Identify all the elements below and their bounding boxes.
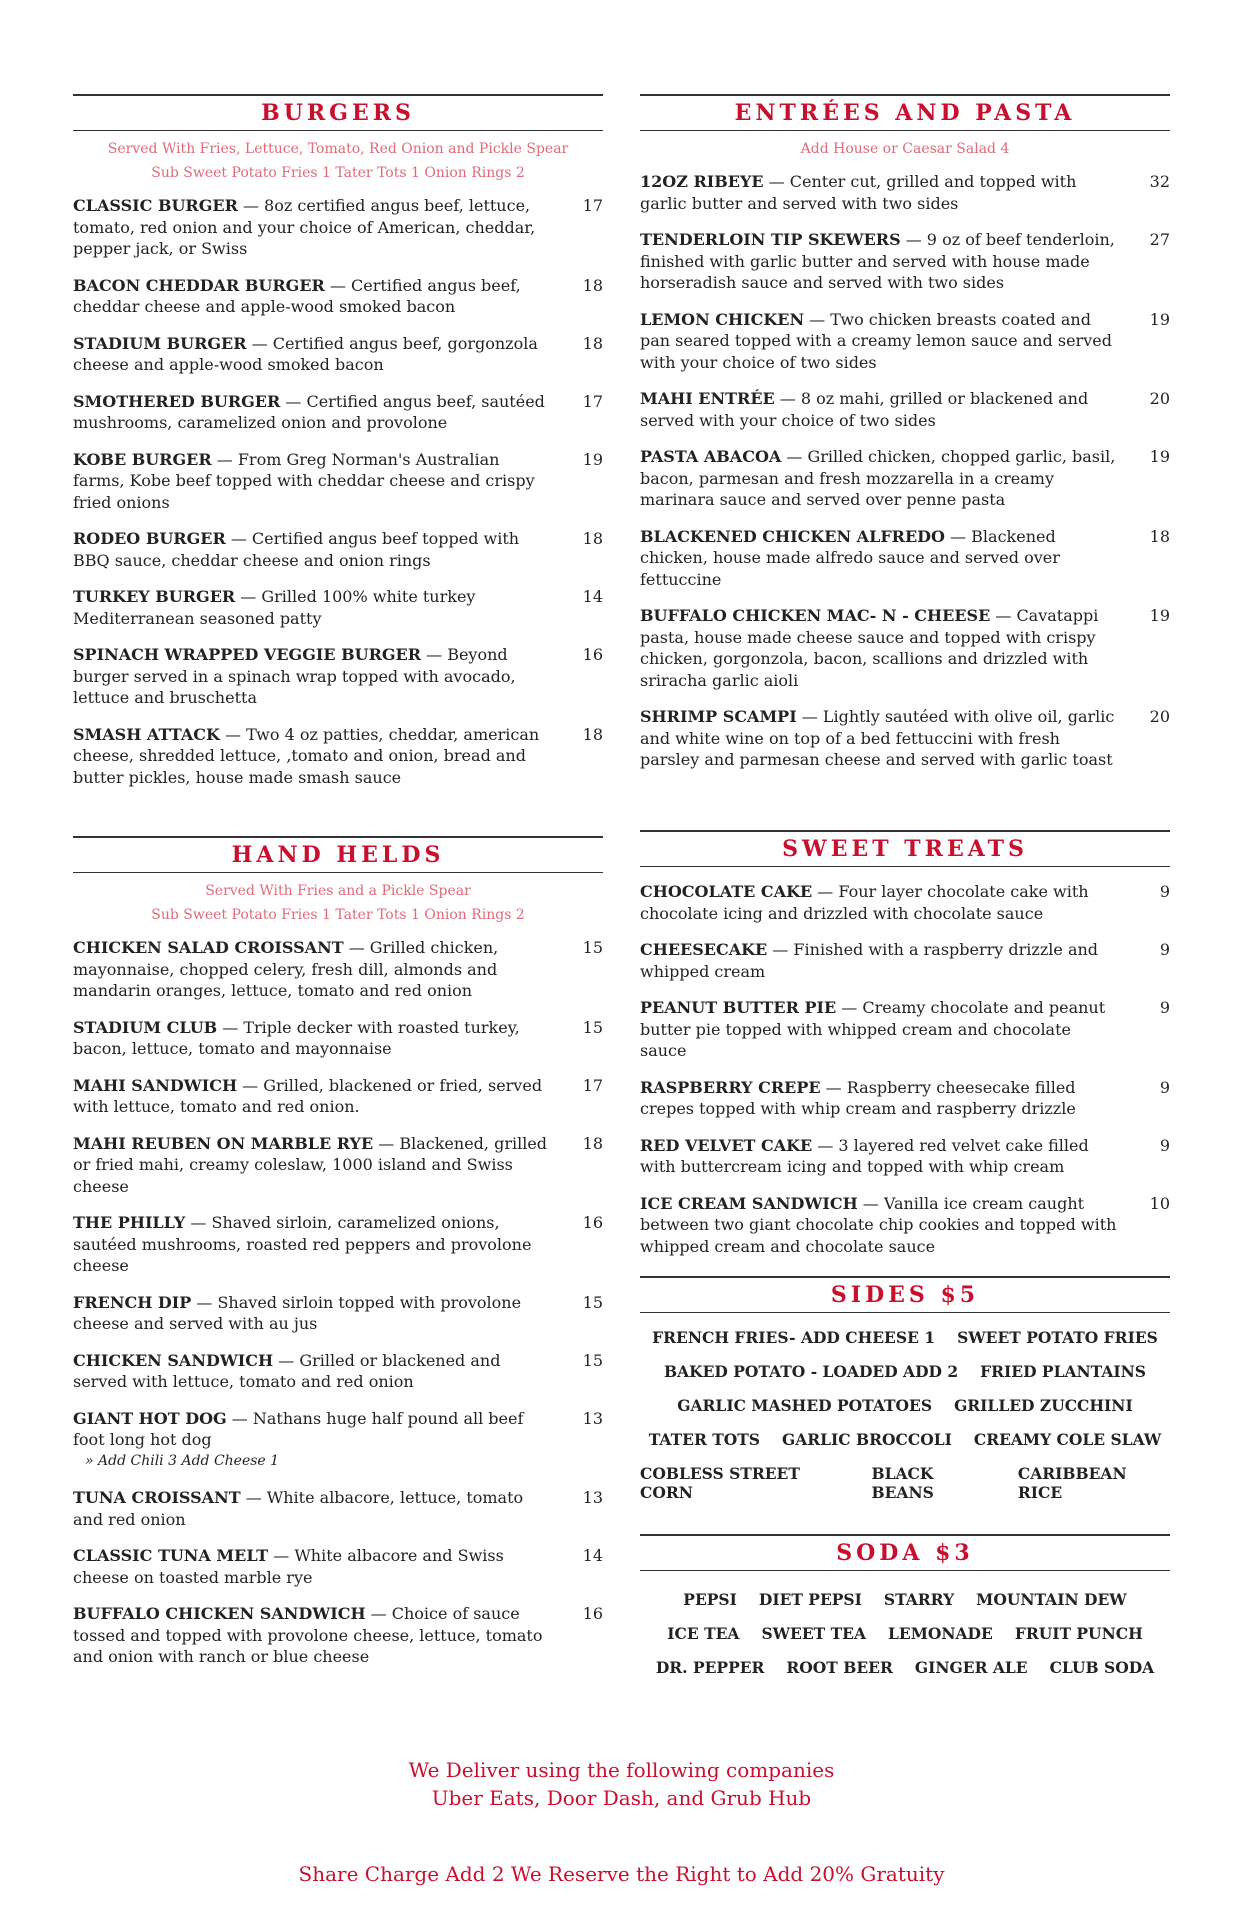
menu-item-price: 13	[582, 1488, 603, 1507]
menu-item-name: STADIUM CLUB	[73, 1017, 218, 1037]
grid-item: GARLIC MASHED POTATOES	[677, 1396, 933, 1415]
menu-item	[73, 275, 603, 318]
menu-item-price: 9	[1159, 1077, 1170, 1097]
menu-item-text	[73, 528, 553, 571]
grid-item: PEPSI	[683, 1590, 737, 1609]
grid-item: CREAMY COLE SLAW	[973, 1430, 1162, 1449]
menu-item-price: 9	[1159, 1135, 1170, 1155]
menu-item-name: MAHI ENTRÉE	[640, 389, 775, 408]
handhelds-subtitle: Served With Fries and a Pickle Spear	[205, 883, 471, 899]
menu-item-text	[640, 1193, 1120, 1258]
menu-item	[73, 1017, 603, 1060]
menu-item-description: — Two 4 oz patties, cheddar, american cheese, shredded lettuce, ,tomato and onion, bread and butter pickles, house made smash sauce	[73, 724, 540, 787]
menu-item-text	[73, 1017, 553, 1060]
menu-item	[640, 706, 1170, 771]
delivery-line-1: We Deliver using the following companies	[408, 1758, 835, 1782]
menu-item-text	[73, 449, 553, 514]
menu-item-name: TUNA CROISSANT	[73, 1488, 241, 1507]
sides-title: SIDES $5	[640, 1276, 1170, 1313]
menu-item-name: RASPBERRY CREPE	[640, 1077, 821, 1097]
menu-item-text	[73, 333, 553, 376]
grid-item: COBLESS STREET CORN	[640, 1464, 800, 1502]
charges-line: Share Charge Add 2 We Reserve the Right to Add 20% Gratuity	[298, 1862, 945, 1886]
grid-row	[640, 1430, 1170, 1449]
menu-item-name: SMASH ATTACK	[73, 724, 220, 744]
menu-item-description: — Grilled or blackened and served with lettuce, tomato and red onion	[73, 1350, 501, 1391]
grid-row	[640, 1624, 1170, 1643]
menu-item	[640, 388, 1170, 431]
grid-item: SWEET POTATO FRIES	[957, 1328, 1158, 1347]
menu-item-name: TURKEY BURGER	[73, 587, 236, 606]
menu-item	[73, 1408, 603, 1473]
menu-item	[73, 1350, 603, 1393]
menu-item-text	[73, 1212, 553, 1277]
menu-item	[73, 644, 603, 709]
menu-item-price: 18	[582, 1133, 603, 1153]
menu-item-name: MAHI REUBEN ON MARBLE RYE	[73, 1133, 374, 1153]
menu-item	[640, 526, 1170, 591]
menu-item-name: BUFFALO CHICKEN MAC- N - CHEESE	[640, 606, 991, 625]
sweets-list	[640, 881, 1170, 1257]
grid-row	[640, 1396, 1170, 1415]
burgers-title: BURGERS	[73, 94, 603, 131]
burgers-list	[73, 195, 603, 788]
handhelds-list	[73, 937, 603, 1668]
menu-item-text	[73, 1133, 553, 1198]
grid-item: GINGER ALE	[914, 1658, 1028, 1677]
menu-item-price: 18	[582, 333, 603, 353]
menu-item-description: — Four layer chocolate cake with chocolate icing and drizzled with chocolate sauce	[640, 882, 1089, 923]
menu-item-name: PEANUT BUTTER PIE	[640, 998, 837, 1017]
menu-item-price: 18	[582, 275, 603, 295]
menu-item-name: BUFFALO CHICKEN SANDWICH	[73, 1604, 366, 1623]
grid-item: ROOT BEER	[786, 1658, 893, 1677]
menu-item-description: — 8oz certified angus beef, lettuce, tomato, red onion and your choice of American, cheddar, pepper jack, or Swiss	[73, 196, 536, 258]
menu-item-description: — Grilled, blackened or fried, served with lettuce, tomato and red onion.	[73, 1075, 543, 1116]
sides-section	[640, 1276, 1170, 1502]
handhelds-title: HAND HELDS	[73, 836, 603, 873]
menu-item-description: — Blackened chicken, house made alfredo sauce and served over fettuccine	[640, 526, 1060, 589]
menu-item-description: — Vanilla ice cream caught between two giant chocolate chip cookies and topped with whipped cream and chocolate sauce	[640, 1193, 1117, 1256]
menu-item-text	[73, 724, 553, 789]
menu-item-name: BLACKENED CHICKEN ALFREDO	[640, 526, 945, 546]
menu-item-text	[73, 586, 553, 629]
menu-item-description: — Raspberry cheesecake filled crepes topped with whip cream and raspberry drizzle	[640, 1077, 1076, 1118]
burgers-subtitle: Served With Fries, Lettuce, Tomato, Red Onion and Pickle Spear	[107, 141, 569, 157]
menu-item-name: KOBE BURGER	[73, 449, 212, 469]
menu-item-name: CHEESECAKE	[640, 940, 768, 959]
menu-item-price: 27	[1149, 230, 1170, 249]
menu-item-description: — Choice of sauce tossed and topped with provolone cheese, lettuce, tomato and onion with ranch or blue cheese	[73, 1604, 543, 1666]
grid-item: STARRY	[883, 1590, 955, 1609]
menu-item-text	[73, 1487, 553, 1530]
grid-item: GRILLED ZUCCHINI	[954, 1396, 1133, 1415]
handhelds-section	[73, 836, 603, 1683]
menu-item-price: 18	[582, 724, 603, 744]
menu-item-name: RODEO BURGER	[73, 529, 226, 548]
grid-item: MOUNTAIN DEW	[976, 1590, 1127, 1609]
menu-item-description: — Shaved sirloin, caramelized onions, sautéed mushrooms, roasted red peppers and provolone cheese	[73, 1213, 532, 1275]
menu-item-name: LEMON CHICKEN	[640, 309, 805, 329]
grid-item: TATER TOTS	[648, 1430, 761, 1449]
menu-item	[73, 1603, 603, 1668]
menu-item-name: STADIUM BURGER	[73, 333, 247, 353]
menu-item-text	[640, 446, 1120, 511]
menu-item-description: — 8 oz mahi, grilled or blackened and served with your choice of two sides	[640, 389, 1089, 430]
menu-item-description: — Certified angus beef, cheddar cheese and apple-wood smoked bacon	[73, 275, 521, 316]
menu-item	[640, 446, 1170, 511]
delivery-line-2: Uber Eats, Door Dash, and Grub Hub	[431, 1786, 812, 1810]
menu-item-description: — From Greg Norman's Australian farms, Kobe beef topped with cheddar cheese and crispy fried onions	[73, 449, 535, 512]
menu-item-description: — White albacore and Swiss cheese on toasted marble rye	[73, 1546, 504, 1587]
menu-item	[73, 724, 603, 789]
menu-item-price: 15	[582, 1350, 603, 1370]
menu-item-description: — Triple decker with roasted turkey, bacon, lettuce, tomato and mayonnaise	[73, 1017, 520, 1058]
menu-item	[640, 309, 1170, 374]
menu-item-text	[640, 706, 1120, 771]
menu-item-name: CHICKEN SANDWICH	[73, 1350, 274, 1370]
grid-row	[640, 1328, 1170, 1347]
burgers-section	[73, 94, 603, 803]
menu-item-description: — White albacore, lettuce, tomato and red onion	[73, 1488, 524, 1529]
grid-item: FRIED PLANTAINS	[980, 1362, 1147, 1381]
menu-item	[73, 586, 603, 629]
menu-item-description: — 3 layered red velvet cake filled with buttercream icing and topped with whip cream	[640, 1135, 1089, 1176]
entrees-list	[640, 171, 1170, 771]
menu-item-price: 16	[582, 1213, 603, 1232]
menu-item	[640, 997, 1170, 1062]
menu-item-price: 18	[582, 529, 603, 548]
menu-item-name: SPINACH WRAPPED VEGGIE BURGER	[73, 645, 422, 664]
menu-item	[73, 528, 603, 571]
menu-item	[73, 1487, 603, 1530]
menu-item-description: — 9 oz of beef tenderloin, finished with garlic butter and served with house made horseradish sauce and served with two sides	[640, 230, 1115, 292]
menu-item	[640, 229, 1170, 294]
menu-item-name: CLASSIC TUNA MELT	[73, 1546, 269, 1565]
menu-item-name: SHRIMP SCAMPI	[640, 707, 797, 726]
menu-item-price: 19	[1149, 606, 1170, 625]
menu-item	[73, 449, 603, 514]
menu-item-name: TENDERLOIN TIP SKEWERS	[640, 230, 901, 249]
menu-item	[73, 391, 603, 434]
menu-item-description: — Beyond burger served in a spinach wrap topped with avocado, lettuce and bruschetta	[73, 645, 516, 707]
menu-item-text	[640, 881, 1120, 924]
menu-item-text	[73, 1408, 553, 1473]
grid-item: FRENCH FRIES- ADD CHEESE 1	[652, 1328, 936, 1347]
menu-item-price: 16	[582, 645, 603, 664]
grid-item: FRUIT PUNCH	[1014, 1624, 1143, 1643]
grid-item: DIET PEPSI	[758, 1590, 862, 1609]
menu-item-text	[640, 388, 1120, 431]
menu-item-price: 15	[582, 1292, 603, 1312]
menu-item-text	[640, 309, 1120, 374]
menu-item-description: — Grilled 100% white turkey Mediterranean seasoned patty	[73, 587, 476, 628]
menu-item-text	[640, 1077, 1120, 1120]
menu-item	[640, 605, 1170, 691]
menu-item-name: FRENCH DIP	[73, 1292, 192, 1312]
menu-item-text	[73, 1350, 553, 1393]
menu-item-price: 32	[1149, 172, 1170, 191]
menu-item-description: — Lightly sautéed with olive oil, garlic and white wine on top of a bed fettuccini with fresh parsley and parmesan cheese and served with garlic toast	[640, 707, 1115, 769]
menu-item-text	[73, 1292, 553, 1335]
menu-item-description: — Certified angus beef, gorgonzola cheese and apple-wood smoked bacon	[73, 333, 538, 374]
menu-item	[640, 171, 1170, 214]
menu-item	[640, 939, 1170, 982]
menu-item-description: — Creamy chocolate and peanut butter pie topped with whipped cream and chocolate sauce	[640, 998, 1106, 1060]
menu-item-text	[640, 605, 1120, 691]
menu-item-price: 14	[582, 587, 603, 606]
menu-item-price: 13	[582, 1408, 603, 1428]
menu-item-name: CHOCOLATE CAKE	[640, 882, 813, 901]
menu-item-price: 10	[1149, 1193, 1170, 1213]
menu-item-text	[73, 391, 553, 434]
menu-item-text	[73, 275, 553, 318]
menu-item	[73, 1292, 603, 1335]
entrees-subtitle: Add House or Caesar Salad 4	[800, 141, 1010, 157]
menu-item-description: — Cavatappi pasta, house made cheese sauce and topped with crispy chicken, gorgonzola, bacon, scallions and drizzled with sriracha garlic aioli	[640, 606, 1099, 690]
menu-item-text	[73, 1603, 553, 1668]
menu-item-note: » Add Chili 3 Add Cheese 1	[85, 1452, 280, 1469]
menu-item-price: 19	[1149, 309, 1170, 329]
entrees-section	[640, 94, 1170, 786]
menu-item-price: 17	[582, 391, 603, 411]
menu-item-price: 16	[582, 1604, 603, 1623]
menu-item-price: 17	[582, 1075, 603, 1095]
grid-item: CARIBBEAN RICE	[1017, 1464, 1127, 1502]
grid-item: ICE TEA	[667, 1624, 740, 1643]
menu-item	[73, 1075, 603, 1118]
menu-item	[73, 937, 603, 1002]
menu-item-description: — Grilled chicken, chopped garlic, basil, bacon, parmesan and fresh mozzarella in a creamy marinara sauce and served over penne pasta	[640, 447, 1116, 509]
menu-item-price: 9	[1159, 940, 1170, 959]
menu-item-description: — Certified angus beef topped with BBQ sauce, cheddar cheese and onion rings	[73, 529, 520, 570]
menu-item-price: 20	[1149, 389, 1170, 408]
grid-item: SWEET TEA	[761, 1624, 866, 1643]
sweets-section	[640, 830, 1170, 1272]
menu-item-name: CHICKEN SALAD CROISSANT	[73, 938, 344, 957]
menu-item-name: 12OZ RIBEYE	[640, 172, 764, 191]
menu-item-text	[640, 229, 1120, 294]
menu-item-price: 9	[1159, 998, 1170, 1017]
burgers-sub-options: Sub Sweet Potato Fries 1 Tater Tots 1 Onion Rings 2	[151, 165, 525, 181]
menu-item-price: 19	[582, 449, 603, 469]
menu-item-name: SMOTHERED BURGER	[73, 391, 281, 411]
menu-item	[640, 1077, 1170, 1120]
menu-item-description: — Shaved sirloin topped with provolone cheese and served with au jus	[73, 1292, 522, 1333]
menu-item-name: RED VELVET CAKE	[640, 1135, 813, 1155]
handhelds-sub-options: Sub Sweet Potato Fries 1 Tater Tots 1 Onion Rings 2	[151, 907, 525, 923]
menu-item-text	[73, 195, 553, 260]
grid-row	[640, 1590, 1170, 1609]
menu-item-text	[640, 526, 1120, 591]
menu-item-text	[640, 171, 1120, 214]
menu-item-price: 15	[582, 938, 603, 957]
menu-item	[73, 1212, 603, 1277]
grid-item: BAKED POTATO - LOADED ADD 2	[663, 1362, 959, 1381]
menu-item-price: 18	[1149, 526, 1170, 546]
menu-item-text	[73, 1075, 553, 1118]
menu-item-name: PASTA ABACOA	[640, 447, 782, 466]
menu-item	[640, 881, 1170, 924]
grid-row	[640, 1658, 1170, 1677]
grid-item: CLUB SODA	[1049, 1658, 1155, 1677]
menu-item-text	[640, 1135, 1120, 1178]
menu-item	[640, 1193, 1170, 1258]
grid-row	[640, 1464, 1170, 1502]
menu-item-price: 17	[582, 196, 603, 215]
menu-item-name: BACON CHEDDAR BURGER	[73, 275, 325, 295]
grid-item: GARLIC BROCCOLI	[782, 1430, 952, 1449]
menu-item-text	[73, 937, 553, 1002]
menu-item-text	[640, 997, 1120, 1062]
soda-grid	[640, 1571, 1170, 1677]
menu-item-price: 19	[1149, 447, 1170, 466]
menu-item	[73, 333, 603, 376]
menu-item-description: — Finished with a raspberry drizzle and whipped cream	[640, 940, 1099, 981]
sweets-title: SWEET TREATS	[640, 830, 1170, 867]
menu-item	[73, 195, 603, 260]
menu-item-name: ICE CREAM SANDWICH	[640, 1193, 858, 1213]
menu-item-text	[73, 1545, 553, 1588]
menu-item	[73, 1545, 603, 1588]
menu-item-name: THE PHILLY	[73, 1213, 186, 1232]
menu-item-description: — Center cut, grilled and topped with garlic butter and served with two sides	[640, 172, 1077, 213]
menu-item-price: 9	[1159, 882, 1170, 901]
grid-item: LEMONADE	[887, 1624, 993, 1643]
entrees-title: ENTRÉES AND PASTA	[640, 94, 1170, 131]
menu-item-name: GIANT HOT DOG	[73, 1408, 227, 1428]
sides-grid	[640, 1328, 1170, 1502]
grid-item: DR. PEPPER	[655, 1658, 765, 1677]
menu-item-text	[73, 644, 553, 709]
menu-item-description: — Blackened, grilled or fried mahi, creamy coleslaw, 1000 island and Swiss cheese	[73, 1133, 548, 1196]
soda-section	[640, 1534, 1170, 1677]
menu-item-description: — Certified angus beef, sautéed mushrooms, caramelized onion and provolone	[73, 391, 545, 432]
grid-item: BLACK BEANS	[871, 1464, 934, 1502]
menu-item-price: 20	[1149, 707, 1170, 726]
menu-item	[73, 1133, 603, 1198]
menu-item-description: — Grilled chicken, mayonnaise, chopped celery, fresh dill, almonds and mandarin oranges, lettuce, tomato and red onion	[73, 938, 499, 1000]
menu-item-name: CLASSIC BURGER	[73, 196, 238, 215]
menu-item-description: — Nathans huge half pound all beef foot long hot dog	[73, 1408, 524, 1449]
menu-item-price: 14	[582, 1546, 603, 1565]
soda-title: SODA $3	[640, 1534, 1170, 1571]
menu-item-price: 15	[582, 1017, 603, 1037]
menu-item-name: MAHI SANDWICH	[73, 1075, 238, 1095]
menu-item-description: — Two chicken breasts coated and pan seared topped with a creamy lemon sauce and served with your choice of two sides	[640, 309, 1112, 372]
menu-item-text	[640, 939, 1120, 982]
grid-row	[640, 1362, 1170, 1381]
menu-item	[640, 1135, 1170, 1178]
